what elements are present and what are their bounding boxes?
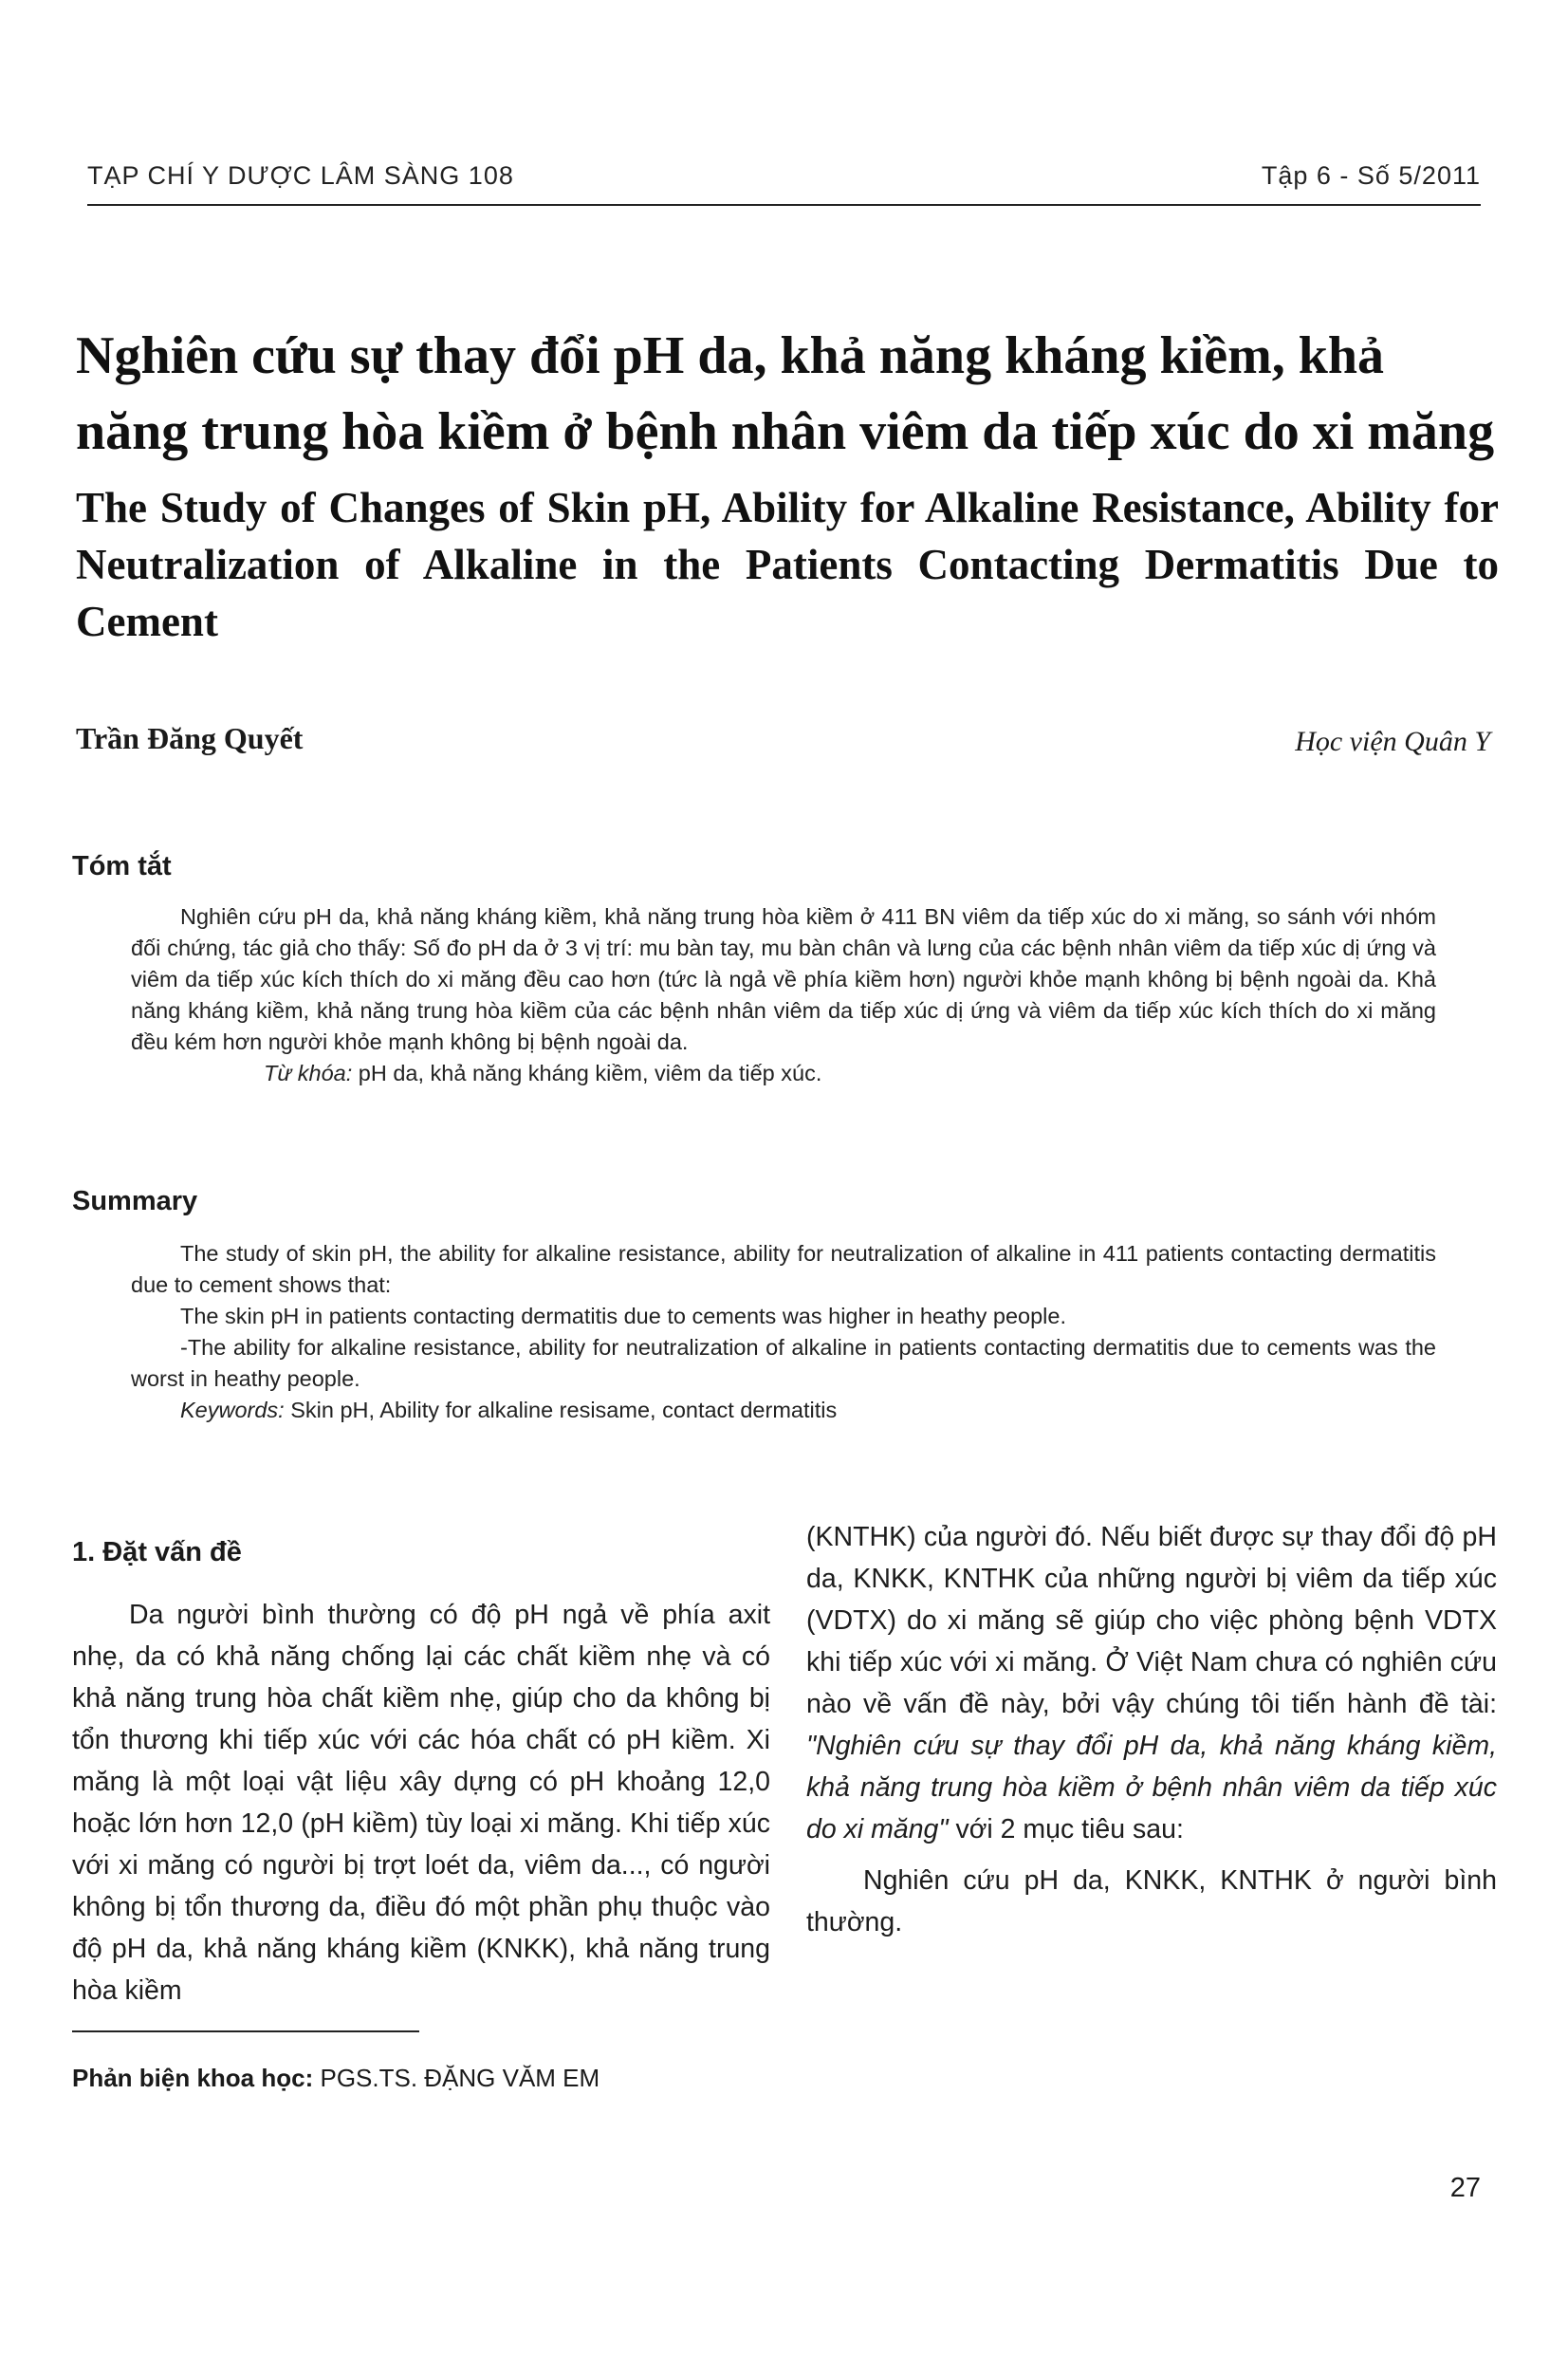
right-text-b: với 2 mục tiêu sau: [948, 1814, 1184, 1844]
footnote [72, 2064, 600, 2093]
section-1-heading: 1. Đặt vấn đề [72, 1537, 242, 1567]
title-english: The Study of Changes of Skin pH, Ability for Alkaline Resistance, Ability for Neutralization of Alkaline in the Patients Contacting Dermatitis Due to Cement [76, 484, 1499, 645]
objective-1: Nghiên cứu pH da, KNKK, KNTHK ở người bình thường. [806, 1865, 1497, 1937]
study-title-quote: "Nghiên cứu sự thay đổi pH da, khả năng kháng kiềm, khả năng trung hòa kiềm ở bệnh nhân viêm da tiếp xúc do xi măng" [806, 1731, 1497, 1844]
abstract-en-p2: The skin pH in patients contacting dermatitis due to cements was higher in heathy people. [180, 1304, 1066, 1328]
keywords-label-en: Keywords: [180, 1398, 285, 1422]
abstract-vn-body: Nghiên cứu pH da, khả năng kháng kiềm, khả năng trung hòa kiềm ở 411 BN viêm da tiếp xúc do xi măng, so sánh với nhóm đối chứng, tác giả cho thấy: Số đo pH da ở 3 vị trí: mu bàn tay, mu bàn chân và lưng của các bệnh nhân viêm da tiếp xúc dị ứng và viêm da tiếp xúc kích thích do xi măng đều cao hơn (tức là ngả về phía kiềm hơn) người khỏe mạnh không bị bệnh ngoài da. Khả năng kháng kiềm, khả năng trung hòa kiềm của các bệnh nhân viêm da tiếp xúc dị ứng và viêm da tiếp xúc kích thích do xi măng đều kém hơn người khỏe mạnh không bị bệnh ngoài da. [131, 904, 1436, 1054]
section-1-left-text: Da người bình thường có độ pH ngả về phía axit nhẹ, da có khả năng chống lại các chất kiềm nhẹ và có khả năng trung hòa chất kiềm nhẹ, giúp cho da không bị tổn thương khi tiếp xúc với các hóa chất có pH kiềm. Xi măng là một loại vật liệu xây dựng có pH khoảng 12,0 hoặc lớn hơn 12,0 (pH kiềm) tùy loại xi măng. Khi tiếp xúc với xi măng có người bị trợt loét da, viêm da..., có người không bị tổn thương da, điều đó một phần phụ thuộc vào độ pH da, khả năng kháng kiềm (KNKK), khả năng trung hòa kiềm [72, 1600, 770, 2006]
abstract-vn [131, 901, 1436, 1089]
abstract-en-heading: Summary [72, 1186, 198, 1216]
author-name: Trần Đăng Quyết [76, 721, 304, 755]
author-affiliation: Học viện Quân Y [1295, 726, 1490, 757]
footnote-divider [72, 2030, 419, 2032]
section-1-left-column [72, 1594, 770, 2011]
journal-name: TẠP CHÍ Y DƯỢC LÂM SÀNG 108 [87, 161, 514, 190]
page-number: 27 [1449, 2173, 1481, 2203]
abstract-en-p1: The study of skin pH, the ability for alkaline resistance, ability for neutralization of alkaline in 411 patients contacting dermatitis due to cement shows that: [131, 1241, 1436, 1297]
abstract-vn-heading: Tóm tắt [72, 851, 172, 881]
title-vietnamese: Nghiên cứu sự thay đổi pH da, khả năng kháng kiềm, khả năng trung hòa kiềm ở bệnh nhân viêm da tiếp xúc do xi măng [76, 326, 1495, 461]
keywords-value: pH da, khả năng kháng kiềm, viêm da tiếp xúc. [352, 1061, 822, 1085]
footnote-label: Phản biện khoa học: [72, 2064, 314, 2092]
section-1-right-paragraph [806, 1516, 1497, 1850]
footnote-value: PGS.TS. ĐẶNG VĂM EM [313, 2064, 600, 2092]
header-divider [87, 204, 1481, 206]
keywords-value-en: Skin pH, Ability for alkaline resisame, contact dermatitis [284, 1398, 838, 1422]
section-1-right-column [806, 1516, 1497, 1943]
abstract-en-keywords [131, 1395, 1436, 1426]
issue-info: Tập 6 - Số 5/2011 [1261, 161, 1481, 190]
keywords-label: Từ khóa: [264, 1061, 353, 1085]
abstract-en [131, 1238, 1436, 1426]
abstract-en-p3: -The ability for alkaline resistance, ability for neutralization of alkaline in patients contacting dermatitis due to cements was the worst in heathy people. [131, 1335, 1436, 1391]
abstract-vn-keywords [131, 1058, 1436, 1089]
right-text-a: (KNTHK) của người đó. Nếu biết được sự thay đổi độ pH da, KNKK, KNTHK của những người bị viêm da tiếp xúc (VDTX) do xi măng sẽ giúp cho việc phòng bệnh VDTX khi tiếp xúc với xi măng. Ở Việt Nam chưa có nghiên cứu nào về vấn đề này, bởi vậy chúng tôi tiến hành đề tài: [806, 1522, 1497, 1719]
